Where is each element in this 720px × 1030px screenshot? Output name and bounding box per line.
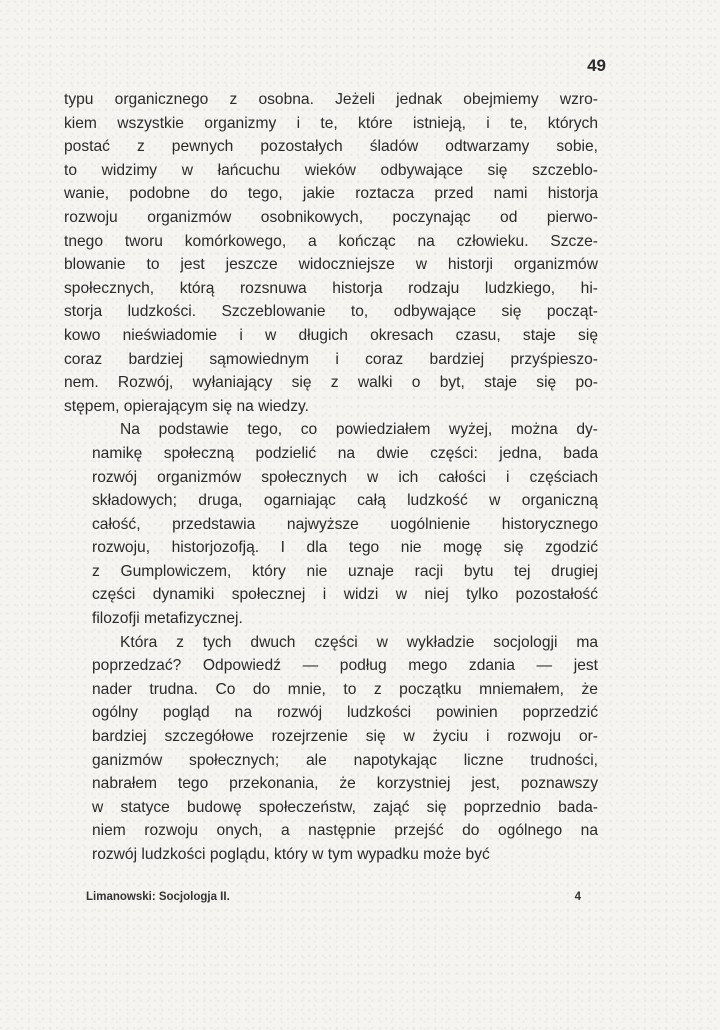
paragraph-1 bbox=[64, 88, 598, 418]
text-line: całość, przedstawia najwyższe uogólnienie historycznego bbox=[92, 515, 598, 533]
text-line: rozwój organizmów społecznych w ich całości i częściach bbox=[92, 468, 598, 486]
text-line: postać z pewnych pozostałych śladów odtwarzamy sobie, bbox=[64, 138, 598, 156]
text-line: kiem wszystkie organizmy i te, które istnieją, i te, których bbox=[64, 114, 598, 132]
paragraph-3 bbox=[64, 631, 598, 867]
text-line: blowanie to jest jeszcze widoczniejsze w historji organizmów bbox=[64, 256, 598, 274]
text-line: społecznych, którą rozsnuwa historja rodzaju ludzkiego, hi- bbox=[64, 279, 598, 297]
text-line: filozofji metafizycznej. bbox=[92, 610, 243, 628]
page-number: 49 bbox=[587, 56, 606, 75]
page-footer bbox=[86, 891, 581, 903]
text-line: coraz bardziej sąmowiednym i coraz bardziej przyśpieszo- bbox=[64, 350, 598, 368]
body-text bbox=[64, 88, 598, 867]
text-line: ogólny pogląd na rozwój ludzkości powinien poprzedzić bbox=[92, 704, 598, 722]
text-line: Na podstawie tego, co powiedziałem wyżej, można dy- bbox=[120, 421, 598, 439]
text-line: tnego tworu komórkowego, a kończąc na człowieku. Szcze- bbox=[64, 232, 598, 250]
text-line: ganizmów społecznych; ale napotykając liczne trudności, bbox=[92, 751, 598, 769]
text-line: części dynamiki społecznej i widzi w niej tylko pozostałość bbox=[92, 586, 598, 604]
text-line: nem. Rozwój, wyłaniający się z walki o byt, staje się po- bbox=[64, 374, 598, 392]
text-line: poprzedzać? Odpowiedź — podług mego zdania — jest bbox=[92, 657, 598, 675]
text-line: składowych; druga, ogarniając całą ludzkość w organiczną bbox=[92, 492, 598, 510]
text-line: namikę społeczną podzielić na dwie części: jedna, bada bbox=[92, 444, 598, 462]
text-line: stępem, opierającym się na wiedzy. bbox=[64, 397, 309, 415]
text-line: typu organicznego z osobna. Jeżeli jednak obejmiemy wzro- bbox=[64, 91, 598, 108]
text-line: rozwoju, historjozofją. I dla tego nie mogę się zgodzić bbox=[92, 539, 598, 557]
text-line: w statyce budowę społeczeństw, zająć się poprzednio bada- bbox=[92, 798, 598, 816]
text-line: bardziej szczegółowe rozejrzenie się w życiu i rozwoju or- bbox=[92, 728, 598, 746]
text-line: kowo nieświadomie i w długich okresach czasu, staje się bbox=[64, 326, 598, 344]
footer-sheet-number: 4 bbox=[574, 891, 581, 903]
text-line: nader trudna. Co do mnie, to z początku mniemałem, że bbox=[92, 680, 598, 698]
text-line: z Gumplowiczem, który nie uznaje racji bytu tej drugiej bbox=[92, 562, 598, 580]
text-line: Która z tych dwuch części w wykładzie socjologji ma bbox=[120, 633, 598, 651]
text-line: wanie, podobne do tego, jakie roztacza przed nami historja bbox=[64, 185, 598, 203]
footer-signature: Limanowski: Socjologja II. bbox=[86, 891, 230, 903]
text-line: storja ludzkości. Szczeblowanie to, odbywające się począt- bbox=[64, 303, 598, 321]
text-line: to widzimy w łańcuchu wieków odbywające się szczeblo- bbox=[64, 161, 598, 179]
text-line: rozwój ludzkości poglądu, który w tym wypadku może być bbox=[92, 846, 490, 863]
text-line: niem rozwoju onych, a następnie przejść do ogólnego na bbox=[92, 822, 598, 840]
text-line: nabrałem tego przekonania, że korzystniej jest, poznawszy bbox=[92, 775, 598, 793]
text-line: rozwoju organizmów osobnikowych, poczynając od pierwo- bbox=[64, 208, 598, 226]
paragraph-2 bbox=[64, 418, 598, 630]
